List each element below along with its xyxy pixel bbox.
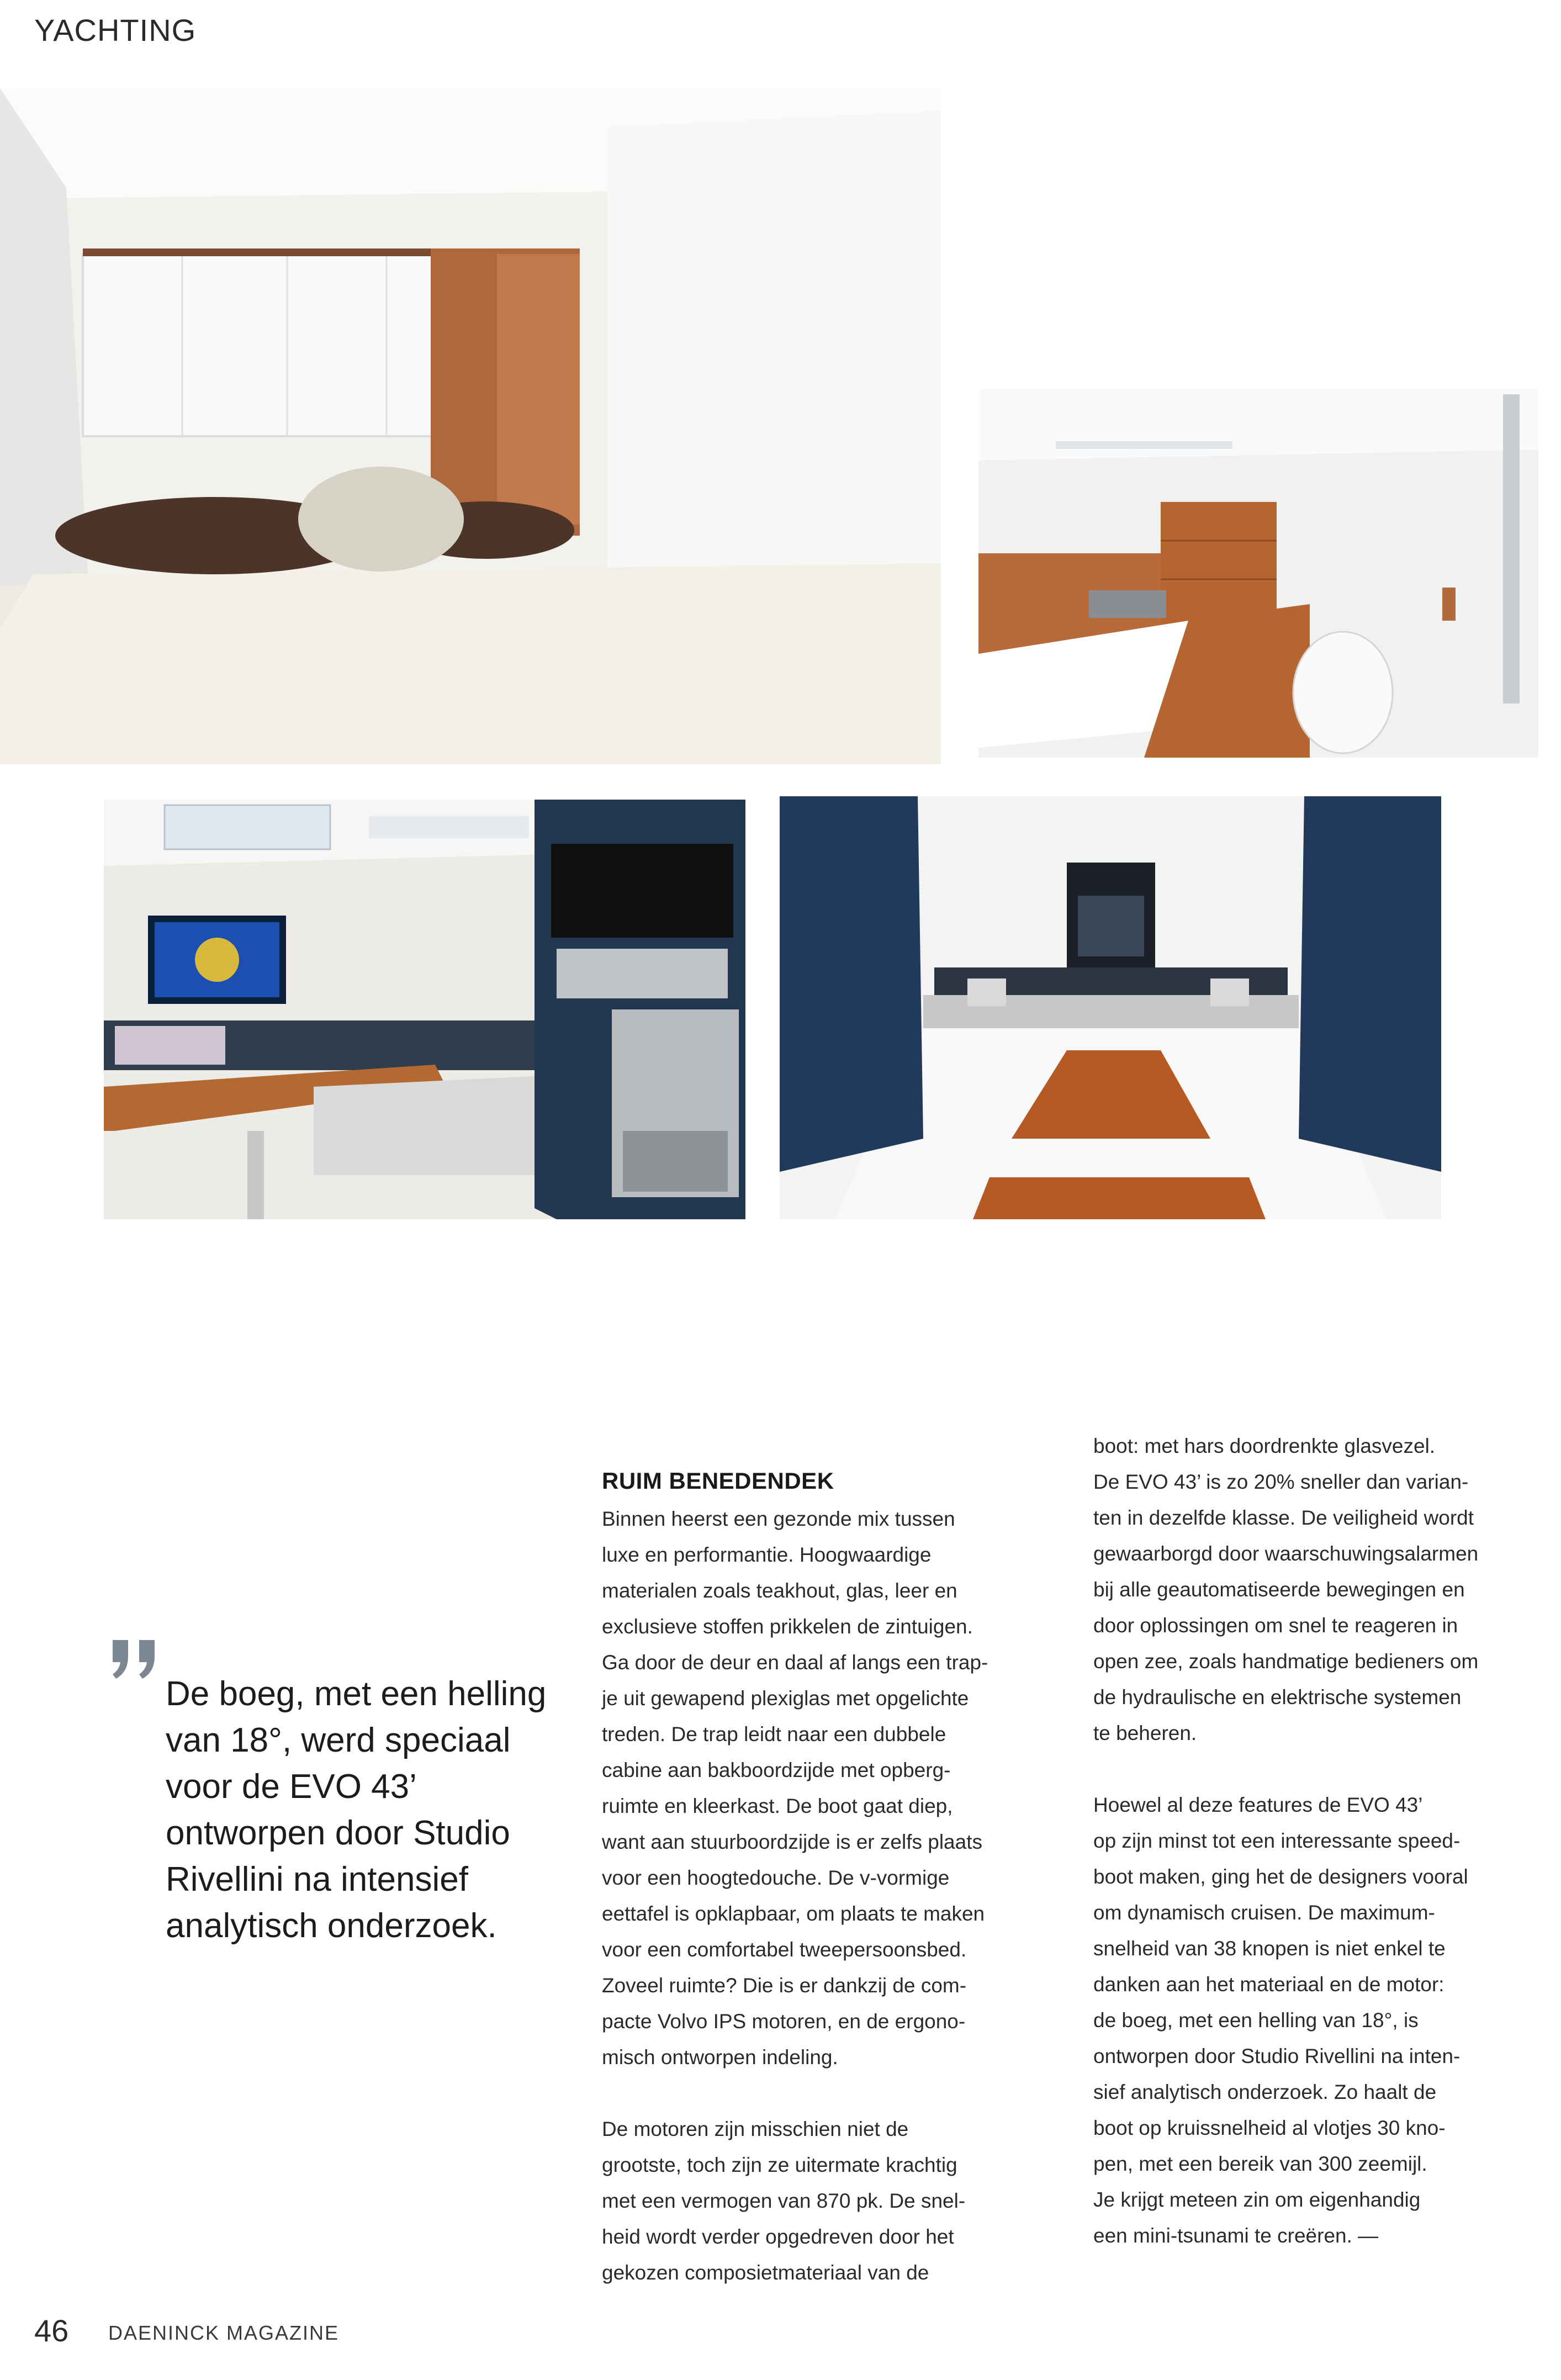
magazine-name: DAENINCK MAGAZINE — [108, 2321, 340, 2344]
article-line: de boeg, met een helling van 18°, is — [1093, 2009, 1419, 2032]
article-line: voor een comfortabel tweepersoonsbed. — [602, 1938, 967, 1961]
article-line: De motoren zijn misschien niet de — [602, 2118, 909, 2140]
article-line: grootste, toch zijn ze uitermate krachtig — [602, 2154, 957, 2176]
article-line: exclusieve stoffen prikkelen de zintuigen. — [602, 1615, 973, 1638]
article-heading: RUIM BENEDENDEK — [602, 1468, 834, 1494]
article-paragraph-2 — [602, 2111, 1049, 2291]
article-line: luxe en performantie. Hoogwaardige — [602, 1543, 932, 1566]
article-line: danken aan het materiaal en de motor: — [1093, 1973, 1444, 1996]
article-line: pen, met een bereik van 300 zeemijl. — [1093, 2152, 1427, 2175]
article-column-2 — [1093, 1428, 1541, 2254]
article-line: gewaarborgd door waarschuwingsalarmen — [1093, 1542, 1479, 1565]
article-line: door oplossingen om snel te reageren in — [1093, 1614, 1458, 1637]
article-paragraph-3 — [1093, 1428, 1541, 1751]
article-line: bij alle geautomatiseerde bewegingen en — [1093, 1578, 1465, 1601]
article-line: eettafel is opklapbaar, om plaats te maken — [602, 1902, 985, 1925]
article-line: want aan stuurboordzijde is er zelfs plaats — [602, 1831, 982, 1853]
article-line: sief analytisch onderzoek. Zo haalt de — [1093, 2081, 1437, 2103]
article-line: boot: met hars doordrenkte glasvezel. — [1093, 1435, 1436, 1457]
quote-mark-icon — [108, 1635, 163, 1684]
article-line: te beheren. — [1093, 1722, 1197, 1744]
article-line: De EVO 43’ is zo 20% sneller dan varian- — [1093, 1471, 1469, 1493]
article-line: cabine aan bakboordzijde met opberg- — [602, 1759, 951, 1781]
article-line: Binnen heerst een gezonde mix tussen — [602, 1508, 955, 1530]
article-line: ruimte en kleerkast. De boot gaat diep, — [602, 1795, 953, 1817]
article-line: Hoewel al deze features de EVO 43’ — [1093, 1794, 1423, 1816]
article-line: op zijn minst tot een interessante speed- — [1093, 1829, 1461, 1852]
article-paragraph-4 — [1093, 1787, 1541, 2254]
article-line: materialen zoals teakhout, glas, leer en — [602, 1579, 957, 1602]
section-label: YACHTING — [34, 13, 197, 47]
article-column-1 — [602, 1464, 1049, 2291]
article-line: gekozen composietmateriaal van de — [602, 2261, 929, 2284]
article-line: een mini-tsunami te creëren. — — [1093, 2224, 1379, 2247]
article-line: boot op kruissnelheid al vlotjes 30 kno- — [1093, 2117, 1446, 2139]
article-line: snelheid van 38 knopen is niet enkel te — [1093, 1937, 1446, 1960]
article-line: open zee, zoals handmatige bedieners om — [1093, 1650, 1479, 1673]
article-line: ontworpen door Studio Rivellini na inten- — [1093, 2045, 1461, 2067]
article-paragraph-1 — [602, 1501, 1049, 2075]
article-line: heid wordt verder opgedreven door het — [602, 2225, 954, 2248]
saloon-photo — [780, 796, 1441, 1219]
page-number: 46 — [34, 2313, 69, 2348]
galley-dinette-photo — [104, 800, 745, 1219]
article-line: met een vermogen van 870 pk. De snel- — [602, 2189, 966, 2212]
article-line: de hydraulische en elektrische systemen — [1093, 1686, 1462, 1709]
article-line: ten in dezelfde klasse. De veiligheid wordt — [1093, 1506, 1474, 1529]
article-line: pacte Volvo IPS motoren, en de ergono- — [602, 2010, 966, 2033]
article-line: Ga door de deur en daal af langs een trap- — [602, 1651, 988, 1674]
article-line: boot maken, ging het de designers vooral — [1093, 1865, 1468, 1888]
article-line: voor een hoogtedouche. De v-vormige — [602, 1866, 950, 1889]
article-line: treden. De trap leidt naar een dubbele — [602, 1723, 946, 1746]
article-line: om dynamisch cruisen. De maximum- — [1093, 1901, 1435, 1924]
bathroom-photo — [978, 389, 1538, 758]
pull-quote-text: De boeg, met een helling van 18°, werd speciaal voor de EVO 43’ ontworpen door Studio Rivellini na intensief analytisch onderzoek. — [166, 1675, 547, 1945]
article-line: Je krijgt meteen zin om eigenhandig — [1093, 2188, 1421, 2211]
article-line: Zoveel ruimte? Die is er dankzij de com- — [602, 1974, 967, 1997]
article-line: misch ontworpen indeling. — [602, 2046, 838, 2069]
cabin-bed-photo — [0, 88, 941, 764]
article-line: je uit gewapend plexiglas met opgelichte — [602, 1687, 969, 1710]
